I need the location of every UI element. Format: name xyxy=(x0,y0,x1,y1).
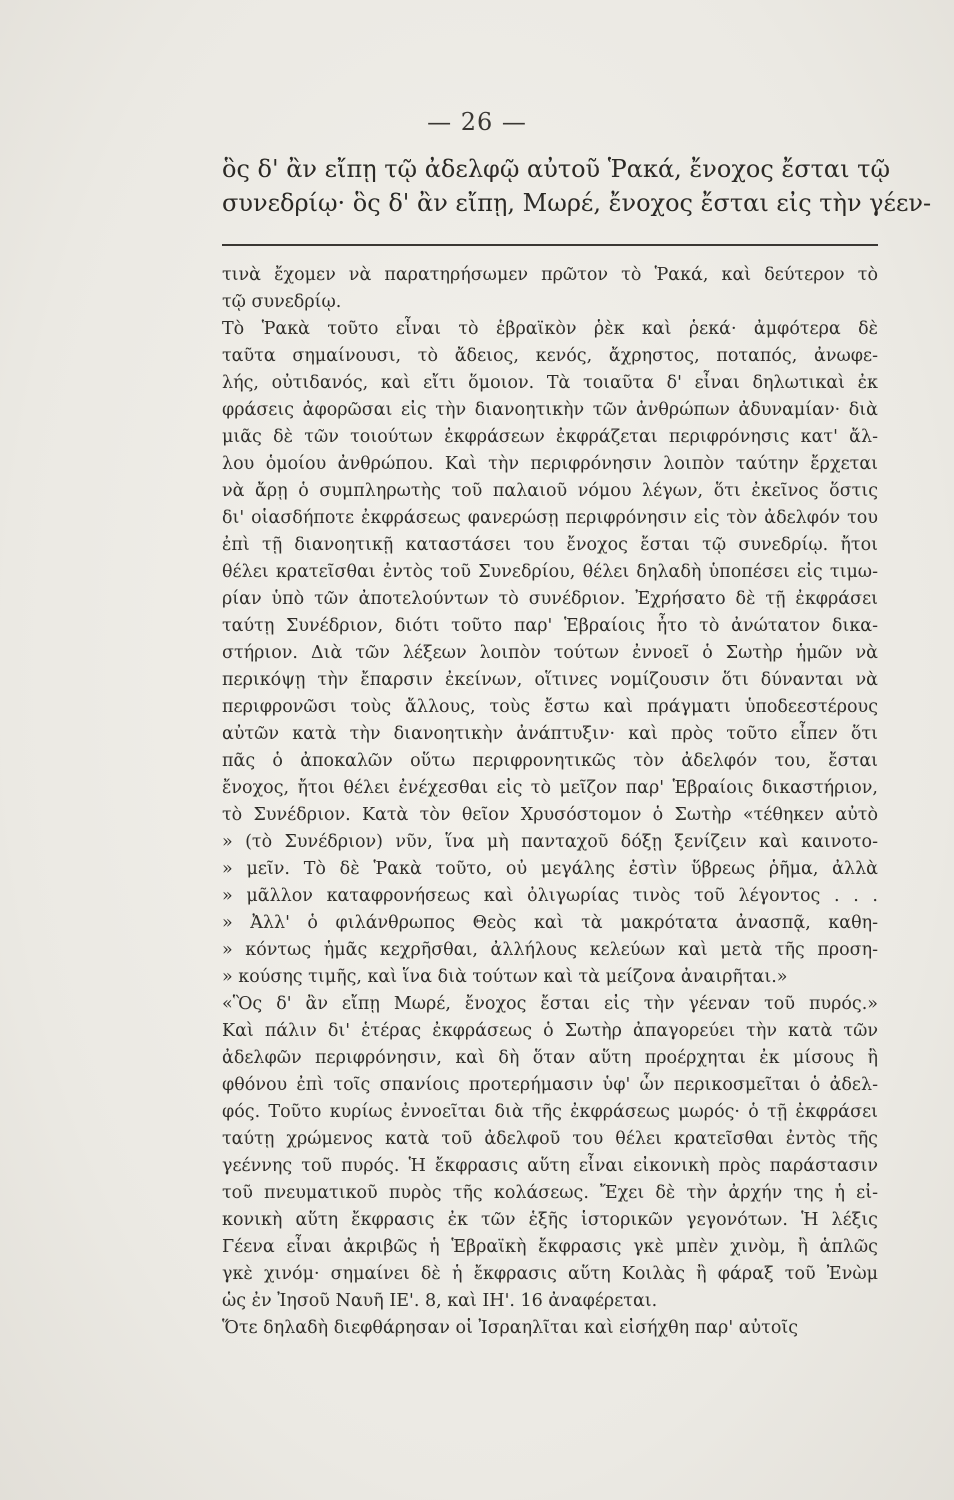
text-line: γεέννης τοῦ πυρός. Ἡ ἔκφρασις αὕτη εἶναι εἰκονικὴ πρὸς παράστασιν xyxy=(222,1156,878,1176)
section-divider xyxy=(222,244,878,246)
text-line: Καὶ πάλιν δι' ἑτέρας ἐκφράσεως ὁ Σωτὴρ ἀπαγορεύει τὴν κατὰ τῶν xyxy=(222,1021,878,1041)
text-line: νὰ ἄρῃ ὁ συμπληρωτὴς τοῦ παλαιοῦ νόμου λέγων, ὅτι ἐκεῖνος ὅστις xyxy=(222,481,878,501)
text-line: ταύτῃ χρώμενος κατὰ τοῦ ἀδελφοῦ του θέλει κρατεῖσθαι ἐντὸς τῆς xyxy=(222,1129,878,1149)
text-line: φράσεις ἀφορῶσαι εἰς τὴν διανοητικὴν τῶν ἀνθρώπων ἀδυναμίαν· διὰ xyxy=(222,400,878,420)
text-line: ἐπὶ τῇ διανοητικῇ καταστάσει του ἔνοχος ἔσται τῷ συνεδρίῳ. ἤτοι xyxy=(222,535,878,555)
text-line: τῷ συνεδρίῳ. xyxy=(222,292,342,312)
scripture-line: συνεδρίῳ· ὃς δ' ἂν εἴπῃ, Μωρέ, ἔνοχος ἔσται εἰς τὴν γέεν- xyxy=(222,189,932,217)
text-line: στήριον. Διὰ τῶν λέξεων λοιπὸν τούτων ἐννοεῖ ὁ Σωτὴρ ἡμῶν νὰ xyxy=(222,643,878,663)
page-number: — 26 — xyxy=(427,108,527,136)
text-line: ταύτῃ Συνέδριον, διότι τοῦτο παρ' Ἑβραίοις ἦτο τὸ ἀνώτατον δικα- xyxy=(222,616,878,636)
text-line: ὡς ἐν Ἰησοῦ Ναυῆ ΙΕ'. 8, καὶ ΙΗ'. 16 ἀναφέρεται. xyxy=(222,1291,658,1311)
text-line: πᾶς ὁ ἀποκαλῶν οὕτω περιφρονητικῶς τὸν ἀδελφόν του, ἔσται xyxy=(222,751,878,771)
text-line: αὐτῶν κατὰ τὴν διανοητικὴν ἀνάπτυξιν· καὶ πρὸς τοῦτο εἶπεν ὅτι xyxy=(222,724,878,744)
text-line: δι' οἱασδήποτε ἐκφράσεως φανερώσῃ περιφρόνησιν εἰς τὸν ἀδελφόν του xyxy=(222,508,878,528)
text-line: τοῦ πνευματικοῦ πυρὸς τῆς κολάσεως. Ἔχει δὲ τὴν ἀρχήν της ἡ εἰ- xyxy=(222,1183,878,1203)
text-line: λής, οὐτιδανός, καὶ εἴτι ὅμοιον. Τὰ τοιαῦτα δ' εἶναι δηλωτικαὶ ἐκ xyxy=(222,373,878,393)
text-line: γκὲ χινόμ· σημαίνει δὲ ἡ ἔκφρασις αὕτη Κοιλὰς ἢ φάραξ τοῦ Ἐνὼμ xyxy=(222,1264,878,1284)
text-line: ταῦτα σημαίνουσι, τὸ ἄδειος, κενός, ἄχρηστος, ποταπός, ἀνωφε- xyxy=(222,346,878,366)
text-line: μιᾶς δὲ τῶν τοιούτων ἐκφράσεων ἐκφράζεται περιφρόνησις κατ' ἄλ- xyxy=(222,427,878,447)
text-line: λου ὁμοίου ἀνθρώπου. Καὶ τὴν περιφρόνησιν λοιπὸν ταύτην ἔρχεται xyxy=(222,454,878,474)
text-line: φθόνου ἐπὶ τοῖς σπανίοις προτερήμασιν ὑφ' ὧν περικοσμεῖται ὁ ἀδελ- xyxy=(222,1075,878,1095)
text-line: περιφρονῶσι τοὺς ἄλλους, τοὺς ἔστω καὶ πράγματι ὑποδεεστέρους xyxy=(222,697,878,717)
text-line: » μᾶλλον καταφρονήσεως καὶ ὀλιγωρίας τινὸς τοῦ λέγοντος . . . xyxy=(222,886,878,906)
text-line: » κούσης τιμῆς, καὶ ἵνα διὰ τούτων καὶ τὰ μείζονα ἀναιρῆται.» xyxy=(222,967,788,987)
text-line: φός. Τοῦτο κυρίως ἐννοεῖται διὰ τῆς ἐκφράσεως μωρός· ὁ τῇ ἐκφράσει xyxy=(222,1102,878,1122)
scripture-line: ὃς δ' ἂν εἴπῃ τῷ ἀδελφῷ αὐτοῦ Ῥακά, ἔνοχος ἔσται τῷ xyxy=(222,155,891,183)
text-line: «Ὃς δ' ἂν εἴπῃ Μωρέ, ἔνοχος ἔσται εἰς τὴν γέεναν τοῦ πυρός.» xyxy=(222,994,878,1014)
text-line: » κόντως ἡμᾶς κεχρῆσθαι, ἀλλήλους κελεύων καὶ μετὰ τῆς προση- xyxy=(222,940,878,960)
text-line: ρίαν ὑπὸ τῶν ἀποτελούντων τὸ συνέδριον. Ἐχρήσατο δὲ τῇ ἐκφράσει xyxy=(222,589,878,609)
text-line: » Ἀλλ' ὁ φιλάνθρωπος Θεὸς καὶ τὰ μακρότατα ἀνασπᾷ, καθη- xyxy=(222,913,878,933)
text-line: » μεῖν. Τὸ δὲ Ῥακὰ τοῦτο, οὐ μεγάλης ἐστὶν ὕβρεως ῥῆμα, ἀλλὰ xyxy=(222,859,878,879)
commentary-text xyxy=(222,262,878,1342)
text-line: τὸ Συνέδριον. Κατὰ τὸν θεῖον Χρυσόστομον ὁ Σωτὴρ «τέθηκεν αὐτὸ xyxy=(222,805,878,825)
text-line: θέλει κρατεῖσθαι ἐντὸς τοῦ Συνεδρίου, θέλει δηλαδὴ ὑποπέσει εἰς τιμω- xyxy=(222,562,878,582)
text-line: τινὰ ἔχομεν νὰ παρατηρήσωμεν πρῶτον τὸ Ῥακά, καὶ δεύτερον τὸ xyxy=(222,265,878,285)
text-line: Τὸ Ῥακὰ τοῦτο εἶναι τὸ ἑβραϊκὸν ῥὲκ καὶ ῥεκά· ἀμφότερα δὲ xyxy=(222,319,878,339)
text-line: Ὅτε δηλαδὴ διεφθάρησαν οἱ Ἰσραηλῖται καὶ εἰσήχθη παρ' αὐτοῖς xyxy=(222,1318,799,1338)
scripture-quote xyxy=(222,152,932,220)
text-line: ἔνοχος, ἤτοι θέλει ἐνέχεσθαι εἰς τὸ μεῖζον παρ' Ἑβραίοις δικαστήριον, xyxy=(222,778,878,798)
text-line: κονικὴ αὕτη ἔκφρασις ἐκ τῶν ἑξῆς ἱστορικῶν γεγονότων. Ἡ λέξις xyxy=(222,1210,878,1230)
text-line: περικόψῃ τὴν ἔπαρσιν ἐκείνων, οἵτινες νομίζουσιν ὅτι δύνανται νὰ xyxy=(222,670,878,690)
text-line: Γέενα εἶναι ἀκριβῶς ἡ Ἑβραϊκὴ ἔκφρασις γκὲ μπὲν χινὸμ, ἢ ἁπλῶς xyxy=(222,1237,878,1257)
text-line: ἀδελφῶν περιφρόνησιν, καὶ δὴ ὅταν αὕτη προέρχηται ἐκ μίσους ἢ xyxy=(222,1048,878,1068)
text-line: » (τὸ Συνέδριον) νῦν, ἵνα μὴ πανταχοῦ δόξῃ ξενίζειν καὶ καινοτο- xyxy=(222,832,878,852)
